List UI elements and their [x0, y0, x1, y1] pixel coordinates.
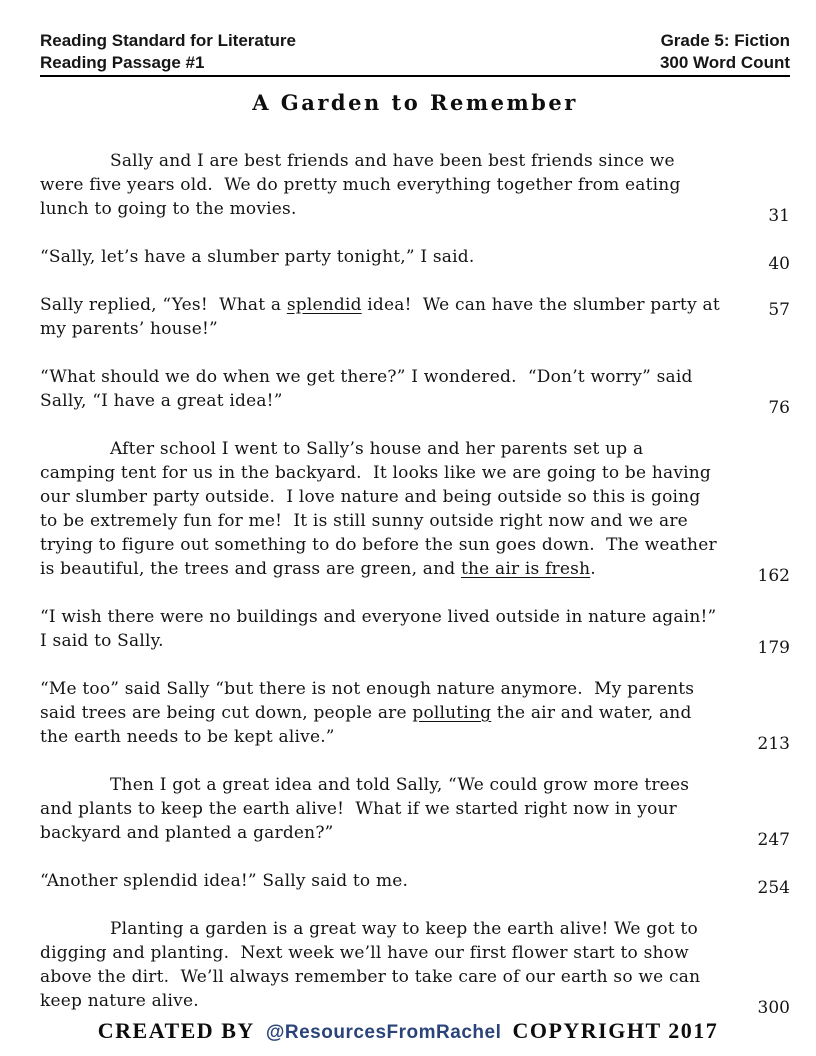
word-count-marker: 179 [757, 638, 790, 658]
header-grade-label: Grade 5: Fiction [660, 31, 790, 50]
passage-paragraph [40, 773, 790, 850]
passage-paragraph [40, 437, 790, 586]
passage-paragraph [40, 869, 790, 898]
paragraph-text: “What should we do when we get there?” I wondered. “Don’t worry” said Sally, “I have a great idea!” [40, 367, 699, 411]
word-count-marker: 247 [757, 830, 790, 850]
word-count-marker: 57 [768, 300, 790, 320]
passage-paragraph [40, 293, 790, 341]
passage-paragraph [40, 917, 790, 1018]
word-count-marker: 40 [768, 254, 790, 274]
word-count-marker: 162 [757, 566, 790, 586]
passage-title: A Garden to Remember [252, 90, 578, 115]
footer-created-by: CREATED BY [97, 1018, 255, 1043]
paragraph-text: “Another splendid idea!” Sally said to me. [40, 871, 409, 891]
footer-author-handle: @ResourcesFromRachel [265, 1022, 502, 1043]
paragraph-text: “Sally, let’s have a slumber party tonight,” I said. [40, 247, 475, 267]
footer-copyright: COPYRIGHT 2017 [512, 1018, 719, 1043]
passage-paragraph [40, 677, 790, 754]
header-standard-label: Reading Standard for Literature [40, 31, 296, 50]
paragraph-text: “I wish there were no buildings and everyone lived outside in nature again!” I said to Sally. [40, 607, 723, 651]
header-left [40, 30, 296, 74]
word-count-marker: 300 [757, 998, 790, 1018]
passage-paragraph [40, 365, 790, 418]
paragraph-text: Sally replied, “Yes! What a splendid idea! We can have the slumber party at my parents’ house!” [40, 295, 726, 339]
passage-paragraph [40, 245, 790, 274]
header-word-count-label: 300 Word Count [659, 53, 790, 72]
header-right [660, 30, 790, 74]
page-footer [0, 1018, 816, 1044]
passage-paragraph [40, 149, 790, 226]
paragraph-text: Sally and I are best friends and have been best friends since we were five years old. We do pretty much everything together from eating lunch to going to the movies. [40, 151, 687, 219]
paragraph-text: Then I got a great idea and told Sally, “We could grow more trees and plants to keep the earth alive! What if we started right now in your backyard and planted a garden?” [40, 775, 695, 843]
reading-passage [40, 149, 790, 1018]
word-count-marker: 254 [757, 878, 790, 898]
header-passage-number: Reading Passage #1 [40, 53, 205, 72]
paragraph-text: After school I went to Sally’s house and her parents set up a camping tent for us in the backyard. It looks like we are going to be having our slumber party outside. I love nature and being outside so this is going to be extremely fun for me! It is still sunny outside right now and we are trying to figure out something to do before the sun goes down. The weather is beautiful, the trees and grass are green, and the air is fresh. [40, 439, 723, 579]
passage-paragraph [40, 605, 790, 658]
word-count-marker: 31 [768, 206, 790, 226]
word-count-marker: 76 [768, 398, 790, 418]
paragraph-text: Planting a garden is a great way to keep the earth alive! We got to digging and planting. Next week we’ll have our first flower start to show above the dirt. We’ll always remember to take care of our earth so we can keep nature alive. [40, 919, 706, 1011]
word-count-marker: 213 [757, 734, 790, 754]
page-header [40, 30, 790, 77]
paragraph-text: “Me too” said Sally “but there is not enough nature anymore. My parents said trees are being cut down, people are polluting the air and water, and the earth needs to be kept alive.” [40, 679, 700, 747]
